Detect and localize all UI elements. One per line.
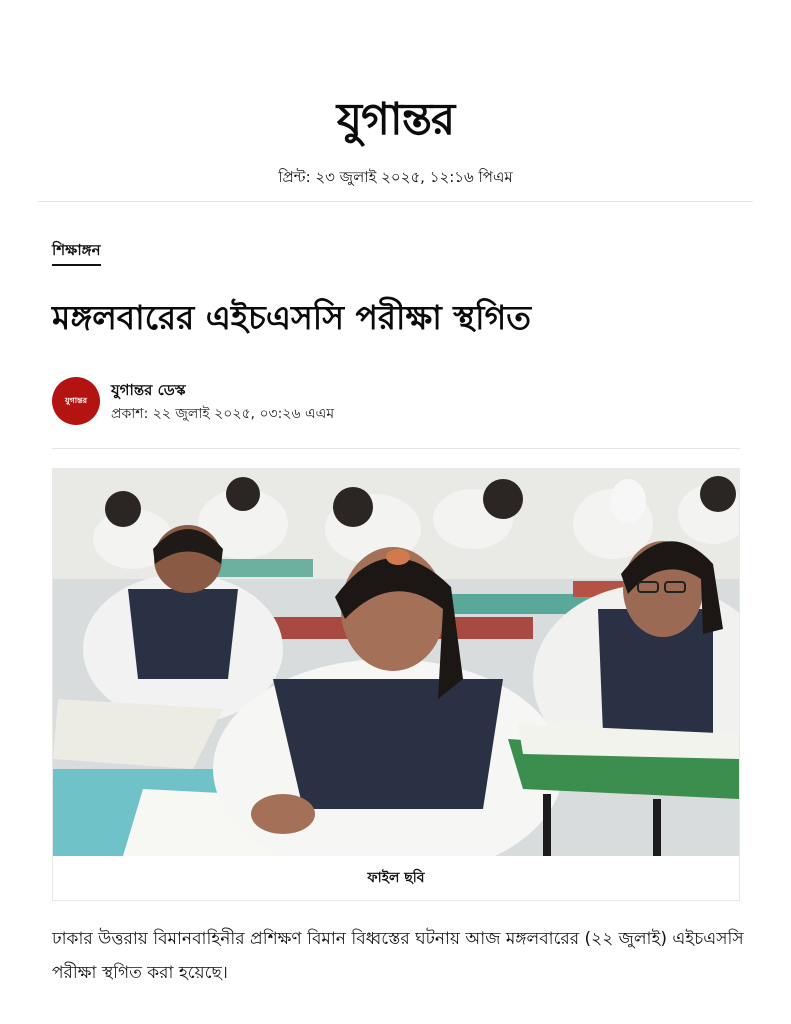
article-headline: মঙ্গলবারের এইচএসসি পরীক্ষা স্থগিত [52,298,531,337]
article-figure [52,468,740,901]
publish-date: প্রকাশ: ২২ জুলাই ২০২৫, ০৩:২৬ এএম [111,406,335,422]
author-avatar [52,377,100,425]
avatar-logo-text: যুগান্তর [64,394,88,405]
article-photo [53,469,739,856]
article-body: ঢাকার উত্তরায় বিমানবাহিনীর প্রশিক্ষণ বিমান বিধ্বস্তের ঘটনায় আজ মঙ্গলবারের (২২ জুলাই) এইচএসসি পরীক্ষা স্থগিত করা হয়েছে। [52,929,744,983]
exam-hall-photo-illustration [53,469,739,856]
header-divider [38,201,753,202]
masthead [0,92,791,148]
category-link[interactable]: শিক্ষাঙ্গন [52,240,101,266]
print-date: প্রিন্ট: ২৩ জুলাই ২০২৫, ১২:১৬ পিএম [278,168,513,186]
newspaper-logo[interactable]: যুগান্তর [336,94,455,145]
author-name[interactable]: যুগান্তর ডেস্ক [111,381,186,399]
byline-divider [52,448,740,449]
image-caption: ফাইল ছবি [367,870,425,886]
